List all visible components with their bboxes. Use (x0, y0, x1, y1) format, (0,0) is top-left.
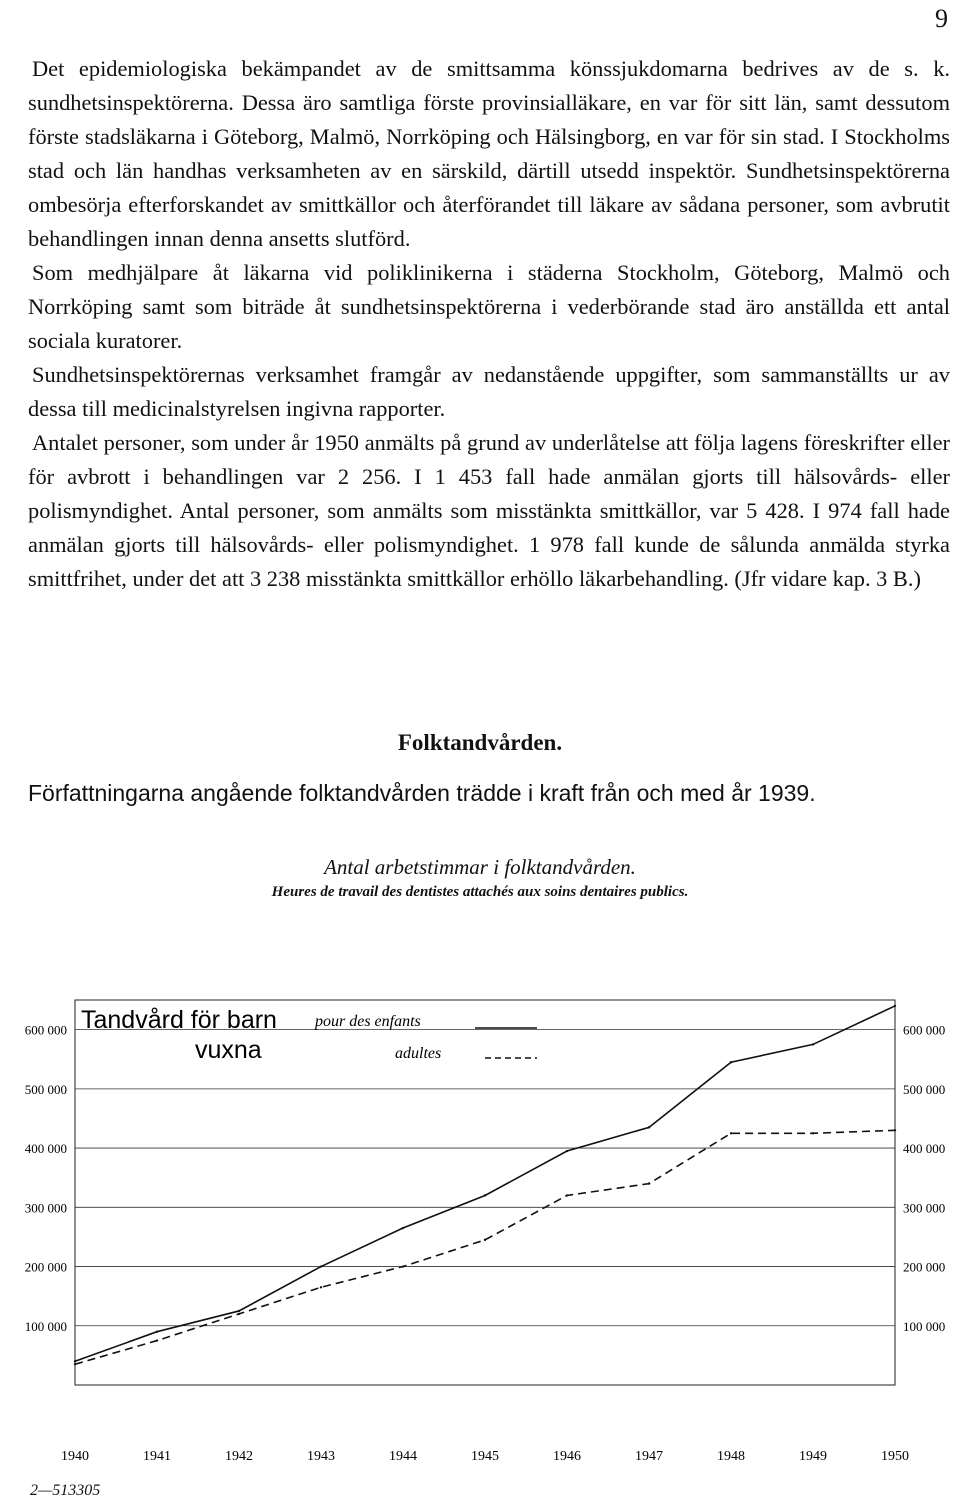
series-line-adults (75, 1130, 895, 1364)
y-tick-label-left: 500 000 (24, 1081, 67, 1097)
line-chart (0, 960, 960, 1480)
x-tick-label: 1948 (717, 1449, 745, 1464)
x-tick-label: 1941 (143, 1449, 171, 1464)
point-adults (320, 1286, 322, 1288)
y-tick-label-left: 300 000 (24, 1200, 67, 1216)
point-children (812, 1043, 814, 1045)
point-children (484, 1194, 486, 1196)
y-tick-label-left: 200 000 (24, 1259, 67, 1275)
point-children (894, 1005, 896, 1007)
point-children (238, 1310, 240, 1312)
point-children (156, 1330, 158, 1332)
point-adults (74, 1363, 76, 1365)
point-children (730, 1061, 732, 1063)
x-tick-label: 1940 (61, 1449, 89, 1464)
legend-label-children: Tandvård för barn (81, 1006, 277, 1034)
y-tick-label-right: 200 000 (903, 1259, 946, 1275)
point-adults (484, 1239, 486, 1241)
chart-title: Antal arbetstimmar i folktandvården. (324, 855, 636, 879)
y-tick-label-right: 400 000 (903, 1141, 946, 1157)
point-children (74, 1360, 76, 1362)
y-tick-label-right: 100 000 (903, 1318, 946, 1334)
point-adults (812, 1132, 814, 1134)
legend-label-adults: vuxna (195, 1036, 262, 1064)
point-adults (402, 1265, 404, 1267)
y-tick-label-right: 600 000 (903, 1022, 946, 1038)
legend-label-adults-fr: adultes (395, 1045, 442, 1062)
x-tick-label: 1944 (389, 1449, 417, 1464)
x-tick-label: 1945 (471, 1449, 499, 1464)
x-tick-label: 1949 (799, 1449, 827, 1464)
section-text: Författningarna angående folktandvården trädde i kraft från och med år 1939. (28, 780, 816, 806)
point-adults (648, 1182, 650, 1184)
point-children (648, 1126, 650, 1128)
legend (81, 1006, 537, 1064)
x-tick-label: 1947 (635, 1449, 663, 1464)
x-tick-label: 1943 (307, 1449, 335, 1464)
body-text (28, 52, 950, 596)
y-tick-label-right: 500 000 (903, 1081, 946, 1097)
y-tick-label-left: 600 000 (24, 1022, 67, 1038)
y-tick-label-left: 400 000 (24, 1141, 67, 1157)
paragraph-2: Som medhjälpare åt läkarna vid poliklinikerna i städerna Stockholm, Göteborg, Malmö och Norrköping samt som biträde åt sundhetsinspektörerna i vederbörande stad äro anställda ett antal sociala kuratorer. (28, 260, 950, 353)
page-number: 9 (935, 4, 948, 33)
point-children (402, 1227, 404, 1229)
paragraph-4: Antalet personer, som under år 1950 anmälts på grund av underlåtelse att följa lagens föreskrifter eller för avbrott i behandlingen var 2 256. I 1 453 fall hade anmälan gjorts till hälsovårds- eller polismyndighet. Antal personer, som anmälts som misstänkta smittkällor, var 5 428. I 974 fall hade anmälan gjorts till hälsovårds- eller polismyndighet. 1 978 fall kunde de sålunda anmälda styrka smittfrihet, under det att 3 238 misstänkta smittkällor erhöllo läkarbehandling. (Jfr vidare kap. 3 B.) (28, 430, 950, 591)
point-adults (156, 1339, 158, 1341)
section-heading: Folktandvården. (397, 730, 563, 755)
footer-code: 2—513305 (30, 1482, 101, 1499)
point-children (320, 1265, 322, 1267)
chart-subtitle: Heures de travail des dentistes attachés aux soins dentaires publics. (271, 884, 689, 900)
x-tick-label: 1942 (225, 1449, 253, 1464)
point-children (566, 1150, 568, 1152)
y-tick-label-left: 100 000 (24, 1318, 67, 1334)
x-tick-label: 1946 (553, 1449, 581, 1464)
legend-label-children-fr: pour des enfants (315, 1013, 421, 1030)
point-adults (238, 1313, 240, 1315)
y-tick-label-right: 300 000 (903, 1200, 946, 1216)
paragraph-3: Sundhetsinspektörernas verksamhet framgår av nedanstående uppgifter, som sammanställts ur av dessa till medicinalstyrelsen ingivna rapporter. (28, 362, 950, 421)
point-adults (730, 1132, 732, 1134)
paragraph-1: Det epidemiologiska bekämpandet av de smittsamma könssjukdomarna bedrives av de s. k. sundhetsinspektörerna. Dessa äro samtliga förste provinsialläkare, en var för sitt län, samt dessutom förste stadsläkarna i Göteborg, Malmö, Norrköping och Hälsingborg, en var för sin stad. I Stockholms stad och län handhas verksamheten av en särskild, därtill utsedd inspektör. Sundhetsinspektörerna ombesörja efterforskandet av smittkällor och återförandet till läkare av sådana personer, som avbrutit behandlingen innan denna ansetts slutförd. (28, 56, 950, 251)
point-adults (566, 1194, 568, 1196)
x-tick-label: 1950 (881, 1449, 909, 1464)
point-adults (894, 1129, 896, 1131)
